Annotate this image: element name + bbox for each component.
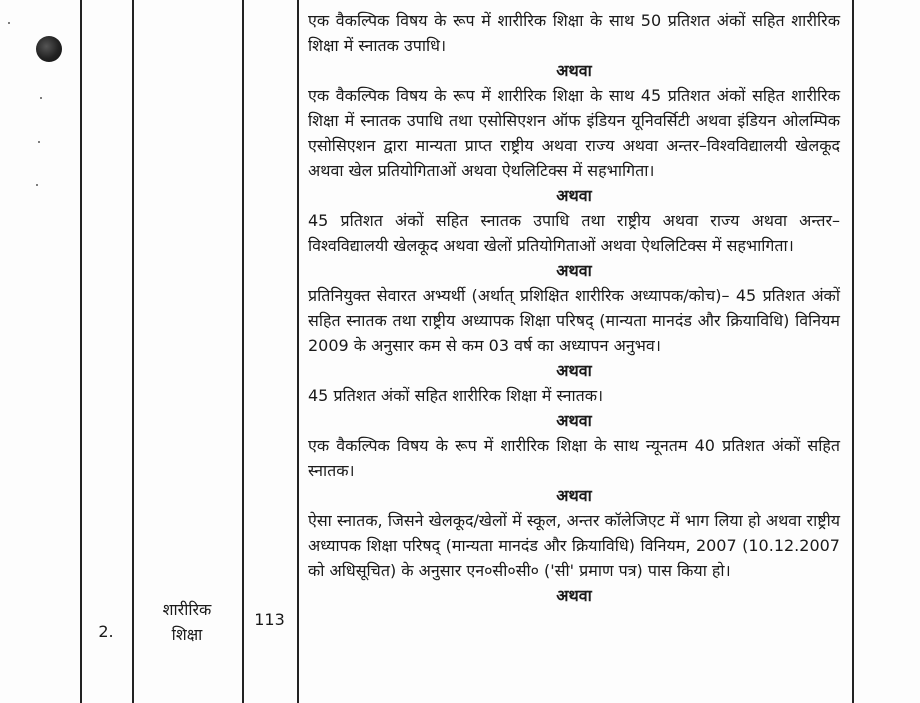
- table-border-left: [80, 0, 82, 703]
- table-border-right: [852, 0, 854, 703]
- or-separator: अथवा: [556, 186, 592, 205]
- or-separator: अथवा: [556, 61, 592, 80]
- table-border-count: [297, 0, 299, 703]
- scan-speck: [40, 97, 42, 99]
- or-separator: अथवा: [556, 586, 592, 605]
- subject-name: [132, 597, 242, 647]
- qualification-6: एक वैकल्पिक विषय के रूप में शारीरिक शिक्षा के साथ न्यूनतम 40 प्रतिशत अंकों सहित स्नातक।: [308, 436, 840, 480]
- qualification-5: 45 प्रतिशत अंकों सहित शारीरिक शिक्षा में स्नातक।: [308, 386, 604, 405]
- qualification-2: एक वैकल्पिक विषय के रूप में शारीरिक शिक्षा के साथ 45 प्रतिशत अंकों सहित शारीरिक शिक्षा में स्नातक उपाधि तथा एसोसिएशन ऑफ इंडियन यूनिवर्सिटी अथवा इंडियन ओलम्पिक एसोसिएशन द्वारा मान्यता प्राप्त राष्ट्रीय अथवा राज्य अथवा अन्तर–विश्वविद्यालयी खेलकूद अथवा खेल प्रतियोगिताओं अथवा ऐथलिटिक्स में सहभागिता।: [308, 86, 840, 180]
- scan-speck: [38, 141, 40, 143]
- qualification-1: एक वैकल्पिक विषय के रूप में शारीरिक शिक्षा के साथ 50 प्रतिशत अंकों सहित शारीरिक शिक्षा में स्नातक उपाधि।: [308, 11, 840, 55]
- qualification-3: 45 प्रतिशत अंकों सहित स्नातक उपाधि तथा राष्ट्रीय अथवा राज्य अथवा अन्तर–विश्वविद्यालयी खेलकूद अथवा खेलों प्रतियोगिताओं अथवा ऐथलिटिक्स में सहभागिता।: [308, 211, 840, 255]
- or-separator: अथवा: [556, 486, 592, 505]
- qualification-text: [308, 8, 840, 608]
- subject-line-2: शिक्षा: [171, 625, 203, 644]
- post-count: 113: [254, 610, 285, 629]
- table-border-subject: [242, 0, 244, 703]
- serial-number: 2.: [98, 622, 114, 641]
- subject-line-1: शारीरिक: [162, 600, 212, 619]
- or-separator: अथवा: [556, 361, 592, 380]
- or-separator: अथवा: [556, 261, 592, 280]
- scan-speck: [36, 184, 38, 186]
- scan-speck: [8, 22, 10, 24]
- punch-hole: [36, 36, 62, 62]
- or-separator: अथवा: [556, 411, 592, 430]
- qualification-4: प्रतिनियुक्त सेवारत अभ्यर्थी (अर्थात् प्रशिक्षित शारीरिक अध्यापक/कोच)– 45 प्रतिशत अंकों सहित स्नातक तथा राष्ट्रीय अध्यापक शिक्षा परिषद् (मान्यता मानदंड और क्रियाविधि) विनियम 2009 के अनुसार कम से कम 03 वर्ष का अध्यापन अनुभव।: [308, 286, 840, 355]
- qualification-7: ऐसा स्नातक, जिसने खेलकूद/खेलों में स्कूल, अन्तर कॉलेजिएट में भाग लिया हो अथवा राष्ट्रीय अध्यापक शिक्षा परिषद् (मान्यता मानदंड और क्रियाविधि) विनियम, 2007 (10.12.2007 को अधिसूचित) के अनुसार एन०सी०सी० ('सी' प्रमाण पत्र) पास किया हो।: [308, 511, 840, 580]
